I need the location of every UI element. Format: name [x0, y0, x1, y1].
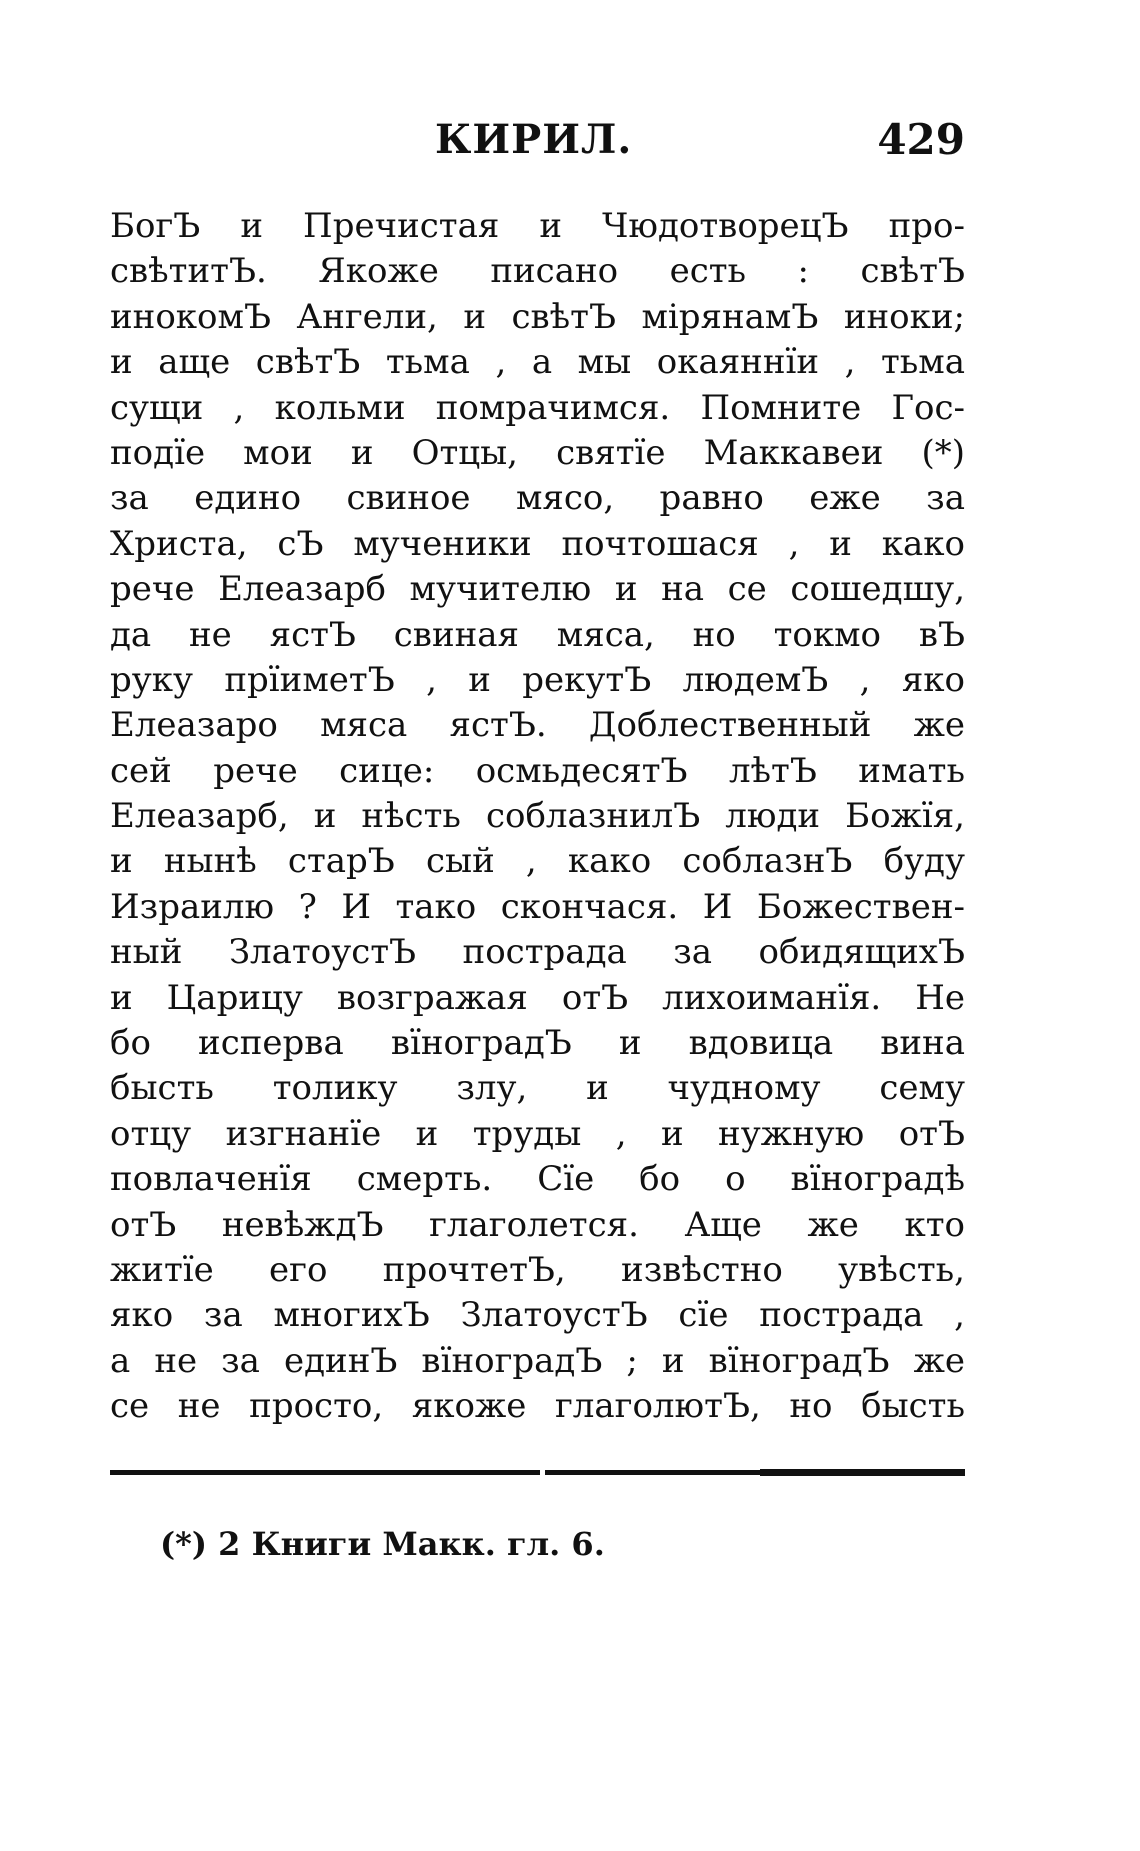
rule-segment [760, 1469, 965, 1476]
text-line: рече Елеазарб мучителю и на се сошедшу, [110, 569, 965, 610]
text-line: се не просто, якоже глаголютЪ, но бысть [110, 1386, 965, 1427]
text-line: повлаченїя смерть. Сїе бо о вїноградѣ [110, 1159, 965, 1200]
rule-segment [110, 1470, 325, 1475]
text-line: да не ястЪ свиная мяса, но токмо вЪ [110, 614, 965, 655]
text-line: а не за единЪ вїноградЪ ; и вїноградЪ же [110, 1340, 965, 1381]
text-line: ный ЗлатоустЪ пострада за обидящихЪ [110, 932, 965, 973]
rule-segment [325, 1470, 540, 1475]
text-line: инокомЪ Ангели, и свѣтЪ мірянамЪ иноки; [110, 296, 965, 337]
text-line: подїе мои и Отцы, святїе Маккавеи (*) [110, 432, 965, 473]
text-line: БогЪ и Пречистая и ЧюдотворецЪ про- [110, 206, 965, 246]
text-line: за едино свиное мясо, равно еже за [110, 478, 965, 519]
text-line: свѣтитЪ. Якоже писано есть : свѣтЪ [110, 251, 965, 292]
rule-segment [545, 1470, 760, 1475]
text-line: отЪ невѣждЪ глаголется. Аще же кто [110, 1204, 965, 1245]
text-line: Христа, сЪ мученики почтошася , и како [110, 523, 965, 564]
page-number: 429 [877, 115, 965, 164]
text-line: Израилю ? И тако скончася. И Божествен- [110, 886, 965, 927]
running-title: КИРИЛ. [435, 116, 633, 163]
footnote: (*) 2 Книги Макк. гл. 6. [160, 1525, 605, 1563]
text-line: и нынѣ старЪ сый , како соблазнЪ буду [110, 841, 965, 882]
text-line: и Царицу возгражая отЪ лихоиманїя. Не [110, 977, 965, 1018]
text-line: отцу изгнанїе и труды , и нужную отЪ [110, 1113, 965, 1154]
text-line: бысть толику злу, и чудному сему [110, 1068, 965, 1109]
text-line: и аще свѣтЪ тьма , а мы окаяннїи , тьма [110, 342, 965, 383]
body-text [110, 204, 965, 1430]
text-line: сущи , кольми помрачимся. Помните Гос- [110, 387, 965, 428]
text-line: сей рече сице: осмьдесятЪ лѣтЪ имать [110, 750, 965, 791]
running-header [110, 112, 965, 168]
text-line: Елеазарб, и нѣсть соблазнилЪ люди Божїя, [110, 796, 965, 837]
footnote-rule [110, 1470, 965, 1476]
text-line: руку прїиметЪ , и рекутЪ людемЪ , яко [110, 659, 965, 700]
text-line: бо исперва вїноградЪ и вдовица вина [110, 1023, 965, 1064]
text-line: житїе его прочтетЪ, извѣстно увѣсть, [110, 1249, 965, 1290]
text-line: Елеазаро мяса ястЪ. Доблественный же [110, 705, 965, 746]
text-line: яко за многихЪ ЗлатоустЪ сїе пострада , [110, 1295, 965, 1336]
